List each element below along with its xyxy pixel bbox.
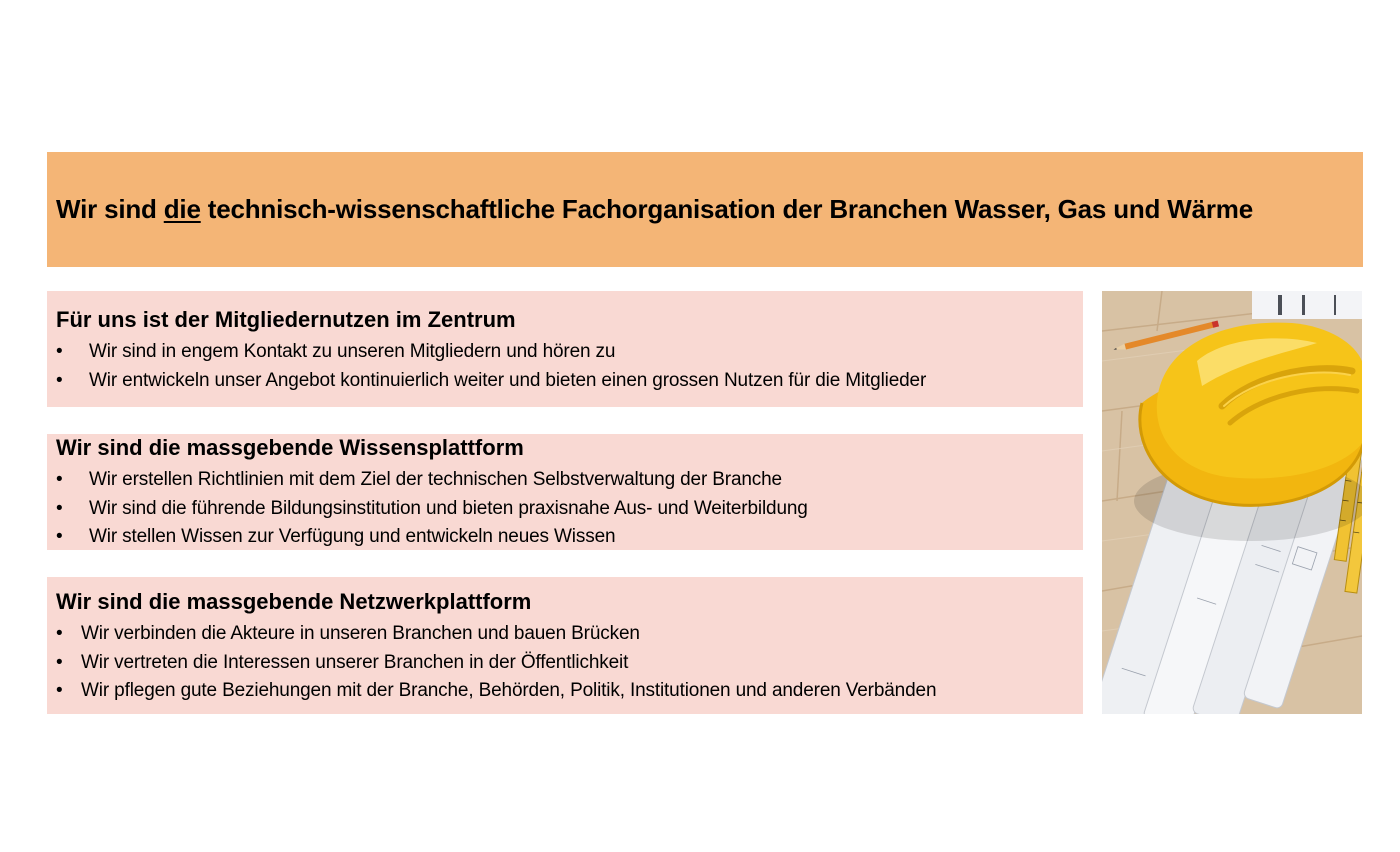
list-item xyxy=(56,677,1079,706)
bullet-list xyxy=(56,620,1079,706)
list-item-text: Wir sind die führende Bildungsinstitution und bieten praxisnahe Aus- und Weiterbildung xyxy=(89,497,808,519)
bullet-dot: • xyxy=(56,651,63,673)
bullet-dot: • xyxy=(56,469,63,490)
hard-hat-illustration xyxy=(1102,291,1362,714)
title-banner xyxy=(47,152,1363,267)
list-item xyxy=(56,338,1079,367)
list-item-text: Wir sind in engem Kontakt zu unseren Mitgliedern und hören zu xyxy=(89,341,616,362)
list-item xyxy=(56,466,1079,495)
list-item-text: Wir entwickeln unser Angebot kontinuierlich weiter und bieten einen grossen Nutzen für die Mitglieder xyxy=(89,369,927,391)
section-network-platform xyxy=(47,577,1083,714)
list-item xyxy=(56,620,1079,649)
list-item xyxy=(56,495,1079,524)
bullet-dot: • xyxy=(56,526,63,547)
bullet-dot: • xyxy=(56,341,63,362)
hard-hat-photo xyxy=(1102,291,1362,714)
list-item-text: Wir stellen Wissen zur Verfügung und entwickeln neues Wissen xyxy=(89,526,616,547)
section-member-benefit xyxy=(47,291,1083,407)
bullet-list xyxy=(56,466,1079,552)
page-title-end: technisch-wissenschaftliche Fachorganisation der Branchen Wasser, Gas und Wärme xyxy=(200,194,1253,224)
bullet-dot: • xyxy=(56,497,63,519)
list-item-text: Wir vertreten die Interessen unserer Branchen in der Öffentlichkeit xyxy=(81,651,629,673)
section-heading: Wir sind die massgebende Netzwerkplattform xyxy=(56,589,532,614)
page-title-start: Wir sind xyxy=(56,194,164,224)
list-item xyxy=(56,649,1079,678)
section-heading: Für uns ist der Mitgliedernutzen im Zentrum xyxy=(56,307,516,332)
list-item-text: Wir erstellen Richtlinien mit dem Ziel der technischen Selbstverwaltung der Branche xyxy=(89,469,782,490)
list-item-text: Wir pflegen gute Beziehungen mit der Branche, Behörden, Politik, Institutionen und anderen Verbänden xyxy=(81,680,937,701)
bullet-dot: • xyxy=(56,680,63,701)
bullet-dot: • xyxy=(56,623,63,644)
list-item xyxy=(56,523,1079,552)
page-title-emphasis: die xyxy=(163,194,201,224)
bullet-list xyxy=(56,338,1079,395)
list-item xyxy=(56,367,1079,396)
list-item-text: Wir verbinden die Akteure in unseren Branchen und bauen Brücken xyxy=(81,623,640,644)
page-title xyxy=(56,194,1253,225)
section-heading: Wir sind die massgebende Wissensplattform xyxy=(56,435,524,460)
bullet-dot: • xyxy=(56,369,63,391)
section-knowledge-platform xyxy=(47,434,1083,550)
